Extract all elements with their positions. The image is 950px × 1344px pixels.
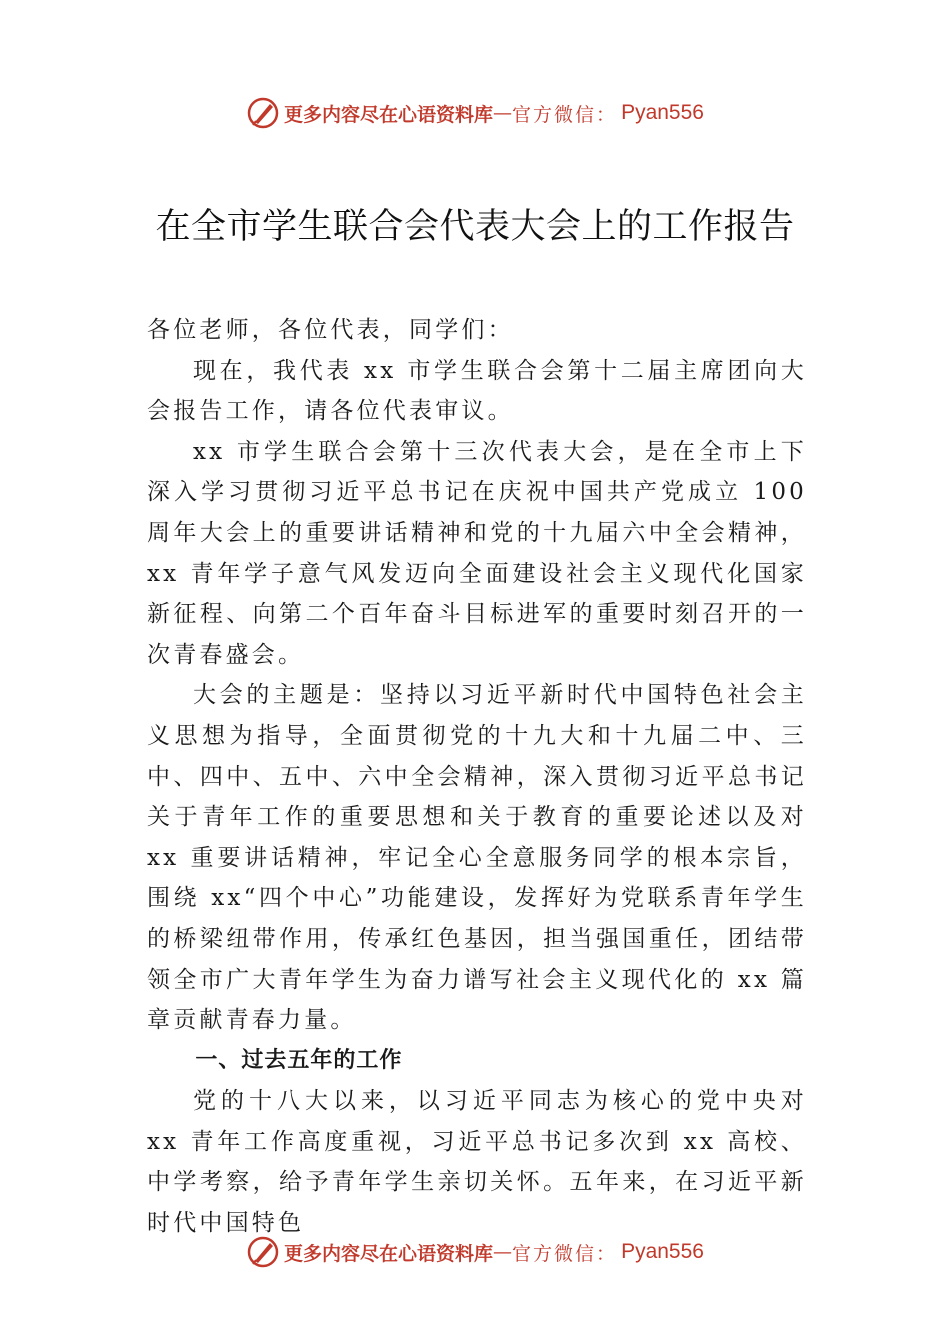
banner-main-text: 更多内容尽在心语资料库 — [284, 103, 494, 126]
banner-dash: — — [493, 1241, 513, 1263]
banner-wechat-label: 官方微信： — [512, 103, 618, 126]
quill-pen-logo-icon — [246, 96, 280, 130]
banner-dash: — — [493, 102, 513, 124]
quill-pen-logo-icon — [246, 1235, 280, 1269]
header-banner — [0, 93, 950, 133]
footer-banner — [0, 1232, 950, 1272]
banner-wechat-label: 官方微信： — [512, 1242, 618, 1265]
section-heading: 一、过去五年的工作 — [195, 1047, 403, 1073]
document-body — [147, 310, 807, 1244]
paragraph-1: 现在，我代表 xx 市学生联合会第十二届主席团向大会报告工作，请各位代表审议。 — [147, 357, 807, 425]
paragraph-2: xx 市学生联合会第十三次代表大会，是在全市上下深入学习贯彻习近平总书记在庆祝中国共产党成立 100 周年大会上的重要讲话精神和党的十九届六中全会精神，xx 青年学子意气风发迈向全面建设社会主义现代化国家新征程、向第二个百年奋斗目标进军的重要时刻召开的一次青春盛会。 — [147, 438, 807, 668]
section-paragraph: 党的十八大以来，以习近平同志为核心的党中央对 xx 青年工作高度重视，习近平总书记多次到 xx 高校、中学考察，给予青年学生亲切关怀。五年来，在习近平新时代中国特色 — [147, 1088, 807, 1237]
banner-wechat-id: Pyan556 — [621, 1240, 704, 1263]
salutation: 各位老师，各位代表，同学们： — [147, 317, 514, 343]
banner-main-text: 更多内容尽在心语资料库 — [284, 1242, 494, 1265]
paragraph-3: 大会的主题是：坚持以习近平新时代中国特色社会主义思想为指导，全面贯彻党的十九大和十九届二中、三中、四中、五中、六中全会精神，深入贯彻习近平总书记关于青年工作的重要思想和关于教育的重要论述以及对 xx 重要讲话精神，牢记全心全意服务同学的根本宗旨，围绕 xx“四个中心”功能建设，发挥好为党联系青年学生的桥梁纽带作用，传承红色基因，担当强国重任，团结带领全市广大青年学生为奋力谱写社会主义现代化的 xx 篇章贡献青春力量。 — [147, 682, 807, 1034]
banner-wechat-id: Pyan556 — [621, 101, 704, 124]
document-title: 在全市学生联合会代表大会上的工作报告 — [155, 207, 795, 247]
